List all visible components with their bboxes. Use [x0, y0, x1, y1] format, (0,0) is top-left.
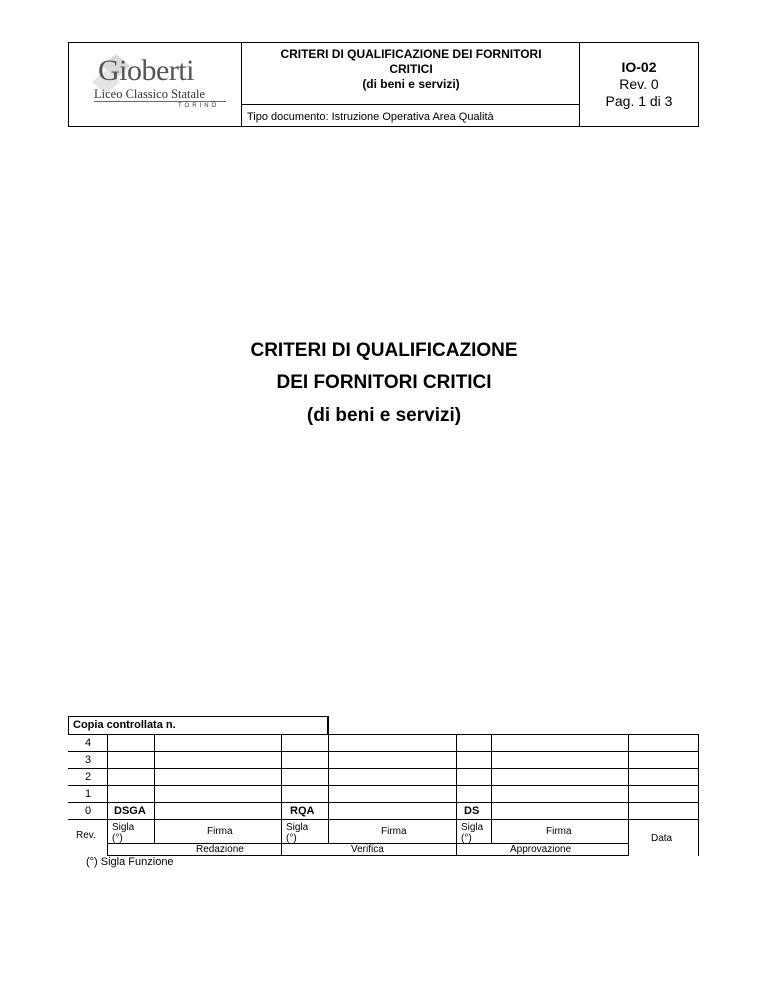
rev-label: Rev.: [76, 830, 96, 841]
firma-redazione: Firma: [207, 826, 233, 837]
document-page: Pag. 1 di 3: [605, 93, 673, 109]
role-verifica: RQA: [290, 805, 315, 817]
sigla-approvazione-mark: (°): [461, 833, 472, 844]
firma-approvazione: Firma: [546, 826, 572, 837]
rev-number-2: 2: [84, 771, 92, 783]
sigla-verifica-mark: (°): [286, 833, 297, 844]
header-title-line2: CRITICI: [389, 62, 433, 76]
logo-city: TORINO: [178, 103, 220, 109]
sigla-redazione-label: Sigla: [112, 822, 135, 833]
document-type: Tipo documento: Istruzione Operativa Area Qualità: [247, 111, 494, 123]
header-title-line1: CRITERI DI QUALIFICAZIONE DEI FORNITORI: [280, 47, 542, 61]
sigla-verifica: [286, 822, 308, 844]
phase-verifica: Verifica: [351, 844, 384, 855]
firma-verifica: Firma: [381, 826, 407, 837]
rev-number-1: 1: [84, 788, 92, 800]
sigla-redazione-mark: (°): [112, 833, 123, 844]
rev-number-4: 4: [84, 737, 92, 749]
main-title-line2: DEI FORNITORI CRITICI: [276, 372, 492, 393]
main-title-line1: CRITERI DI QUALIFICAZIONE: [250, 340, 518, 361]
data-label: Data: [651, 833, 673, 844]
header-title-line3: (di beni e servizi): [362, 77, 460, 91]
sigla-verifica-label: Sigla: [286, 822, 309, 833]
sigla-redazione: [112, 822, 134, 844]
rev-number-3: 3: [84, 754, 92, 766]
logo-name: Gioberti: [98, 54, 194, 87]
logo-subtitle: Liceo Classico Statale: [94, 87, 206, 101]
copy-controlled-label: Copia controllata n.: [73, 719, 176, 731]
role-redazione: DSGA: [114, 805, 146, 817]
sigla-approvazione: [461, 822, 483, 844]
document-code: IO-02: [621, 59, 657, 75]
footnote: (°) Sigla Funzione: [86, 856, 174, 868]
main-title-line3: (di beni e servizi): [306, 405, 462, 426]
phase-redazione: Redazione: [196, 844, 244, 855]
sigla-approvazione-label: Sigla: [461, 822, 484, 833]
document-revision: Rev. 0: [619, 76, 659, 92]
rev-number-0: 0: [84, 805, 92, 817]
phase-approvazione: Approvazione: [510, 844, 572, 855]
role-approvazione: DS: [464, 805, 480, 817]
